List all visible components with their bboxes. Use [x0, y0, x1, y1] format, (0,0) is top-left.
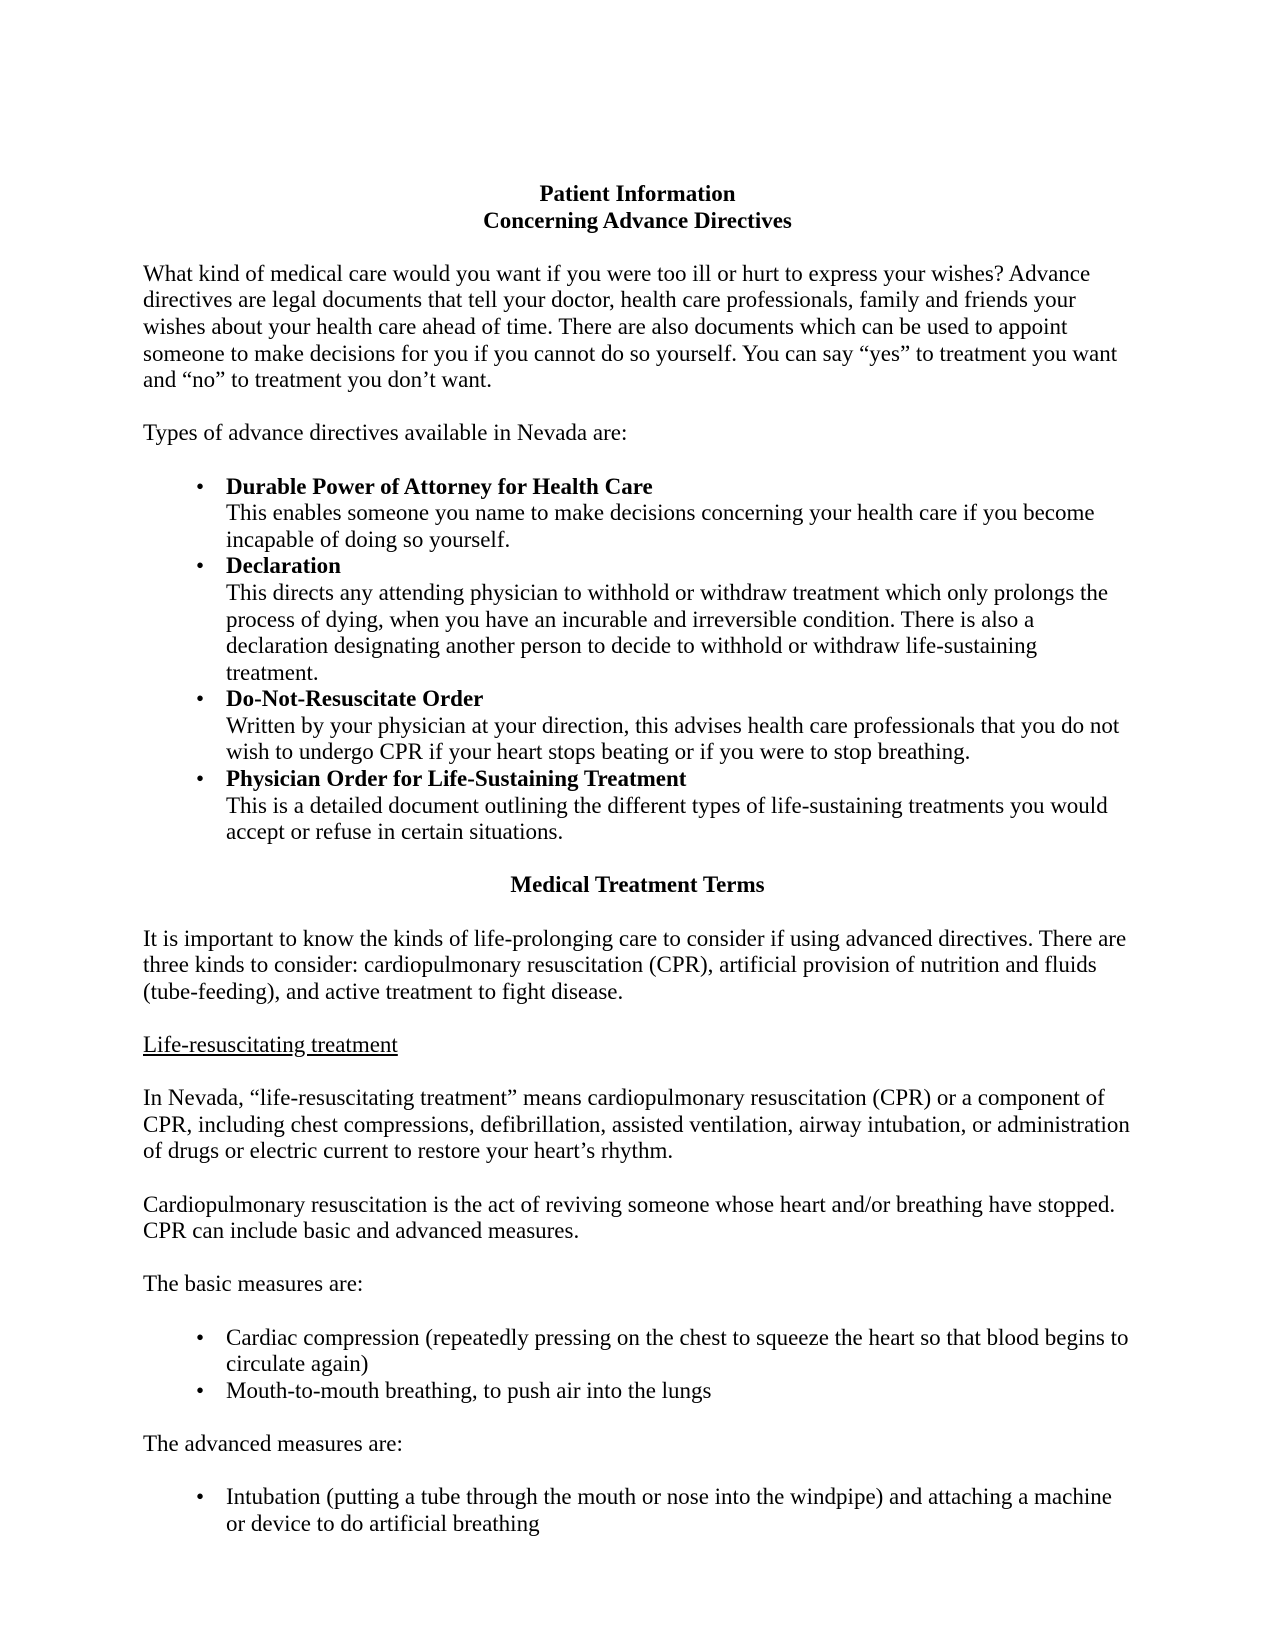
- list-item: • Mouth-to-mouth breathing, to push air into the lungs: [226, 1378, 1132, 1405]
- basic-measures-list: [143, 1325, 1132, 1405]
- list-item: • Cardiac compression (repeatedly pressing on the chest to squeeze the heart so that blood begins to circulate again): [226, 1325, 1132, 1378]
- medical-terms-intro-paragraph: It is important to know the kinds of life-prolonging care to consider if using advanced directives. There are three kinds to consider: cardiopulmonary resuscitation (CPR), artificial provision of nutrition and fluids (tube-feeding), and active treatment to fight disease.: [143, 925, 1127, 1004]
- section-heading-medical-treatment-terms: Medical Treatment Terms: [510, 872, 765, 898]
- intro-paragraph: What kind of medical care would you want if you were too ill or hurt to express your wishes? Advance directives are legal documents that tell your doctor, health care professionals, family and friends your wishes about your health care ahead of time. There are also documents which can be used to appoint someone to make decisions for you if you cannot do so yourself. You can say “yes” to treatment you want and “no” to treatment you don’t want.: [143, 260, 1118, 393]
- list-item: [226, 766, 1132, 846]
- directive-term: • Durable Power of Attorney for Health Care: [226, 473, 653, 499]
- nevada-definition-paragraph: In Nevada, “life-resuscitating treatment” means cardiopulmonary resuscitation (CPR) or a component of CPR, including chest compressions, defibrillation, assisted ventilation, airway intubation, or administration of drugs or electric current to restore your heart’s rhythm.: [143, 1085, 1130, 1164]
- directive-term: • Declaration: [226, 553, 341, 579]
- directive-term: • Physician Order for Life-Sustaining Treatment: [226, 766, 687, 792]
- types-lead-paragraph: Types of advance directives available in Nevada are:: [143, 420, 628, 446]
- document-title-line-1: Patient Information: [539, 181, 736, 206]
- directive-desc: This directs any attending physician to withhold or withdraw treatment which only prolongs the process of dying, when you have an incurable and irreversible condition. There is also a declaration designating another person to decide to withhold or withdraw life-sustaining treatment.: [226, 579, 1109, 685]
- subsection-heading-text: Life-resuscitating treatment: [143, 1032, 398, 1057]
- document-title: [143, 181, 1132, 234]
- list-item: [226, 553, 1132, 686]
- advanced-measures-lead-paragraph: The advanced measures are:: [143, 1430, 403, 1456]
- list-item: [226, 686, 1132, 766]
- advanced-measures-list: [143, 1484, 1132, 1537]
- directive-desc: This is a detailed document outlining the different types of life-sustaining treatments you would accept or refuse in certain situations.: [226, 792, 1108, 845]
- directive-desc: Written by your physician at your direction, this advises health care professionals that you do not wish to undergo CPR if your heart stops beating or if you were to stop breathing.: [226, 712, 1120, 765]
- document-title-line-2: Concerning Advance Directives: [483, 207, 792, 233]
- cpr-definition-paragraph: Cardiopulmonary resuscitation is the act of reviving someone whose heart and/or breathing have stopped. CPR can include basic and advanced measures.: [143, 1191, 1116, 1244]
- directive-term: • Do-Not-Resuscitate Order: [226, 686, 484, 712]
- list-item: • Intubation (putting a tube through the mouth or nose into the windpipe) and attaching a machine or device to do artificial breathing: [226, 1484, 1132, 1537]
- advance-directives-list: [143, 474, 1132, 846]
- subsection-heading-life-resuscitating-treatment: [143, 1032, 1132, 1059]
- directive-desc: This enables someone you name to make decisions concerning your health care if you become incapable of doing so yourself.: [226, 500, 1095, 552]
- list-item: [226, 474, 1132, 554]
- basic-measures-lead-paragraph: The basic measures are:: [143, 1271, 364, 1297]
